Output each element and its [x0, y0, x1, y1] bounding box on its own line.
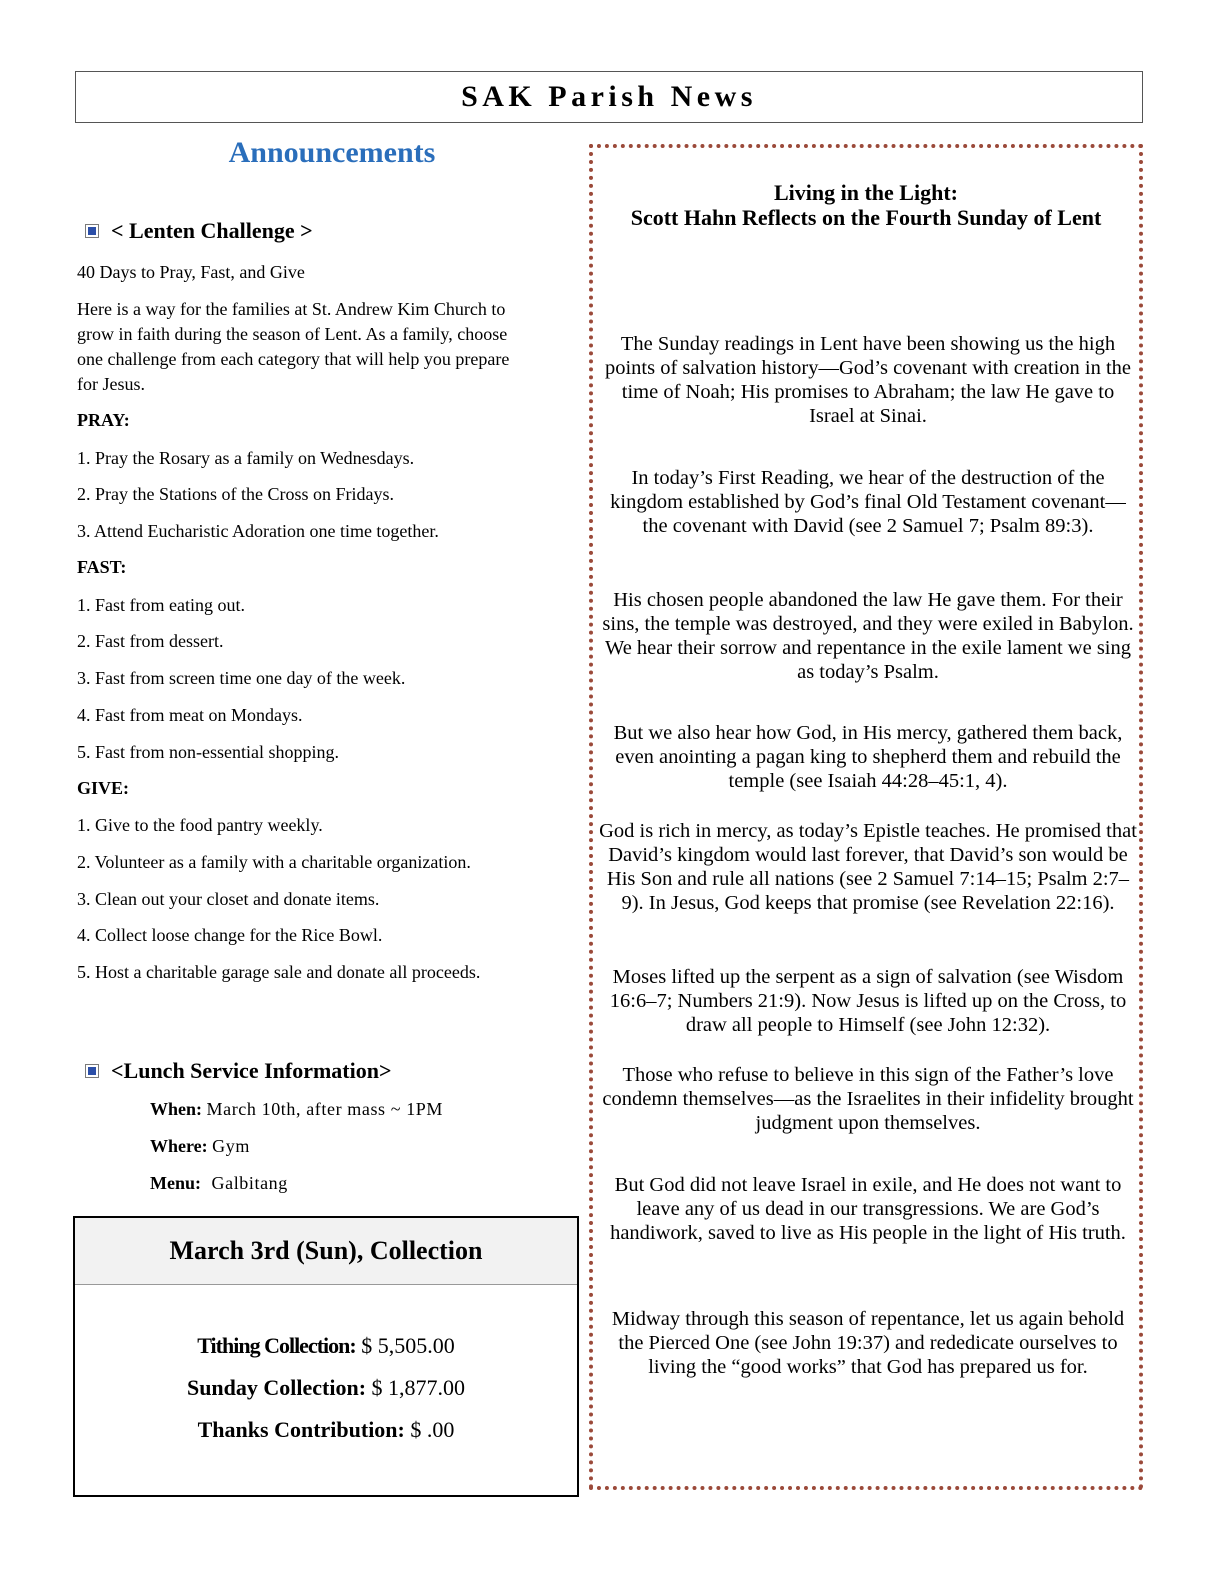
lunch-service-heading: [85, 1058, 392, 1084]
sunday-value: $ 1,877.00: [371, 1375, 466, 1400]
announcements-title: Announcements: [228, 136, 436, 169]
reflection-paragraph: Midway through this season of repentance, let us again behold the Pierced One (see John 19:37) and rededicate ourselves to living the “good works” that God has prepared us for.: [611, 1308, 1125, 1378]
reflection-title-line: Scott Hahn Reflects on the Fourth Sunday of Lent: [630, 205, 1102, 230]
intro-line: for Jesus.: [77, 374, 145, 394]
bullet-checkbox-icon: [85, 224, 99, 238]
bullet-checkbox-icon: [85, 1064, 99, 1078]
sunday-collection-row: [75, 1375, 577, 1401]
menu-value: Galbitang: [211, 1173, 288, 1193]
pray-item: 3. Attend Eucharistic Adoration one time together.: [77, 521, 439, 541]
masthead-title: SAK Parish News: [461, 80, 757, 113]
sunday-label: Sunday Collection:: [186, 1375, 367, 1400]
lenten-intro: [77, 297, 577, 397]
when-label: When:: [150, 1099, 203, 1119]
when-value: March 10th, after mass ~ 1PM: [206, 1099, 444, 1119]
give-label: GIVE:: [77, 778, 130, 798]
reflection-paragraph: Moses lifted up the serpent as a sign of salvation (see Wisdom 16:6–7; Numbers 21:9). Now Jesus is lifted up on the Cross, to draw all people to Himself (see John 12:32).: [609, 966, 1127, 1036]
pray-item: 2. Pray the Stations of the Cross on Fridays.: [77, 484, 394, 504]
give-item: 1. Give to the food pantry weekly.: [77, 815, 323, 835]
give-item: 3. Clean out your closet and donate items.: [77, 889, 380, 909]
intro-line: grow in faith during the season of Lent. As a family, choose: [77, 324, 508, 344]
reflection-paragraph: God is rich in mercy, as today’s Epistle teaches. He promised that David’s kingdom would last forever, that David’s son would be His Son and rule all nations (see 2 Samuel 7:14–15; Psalm 2:7–9). In Jesus, God keeps that promise (see Revelation 22:16).: [599, 820, 1137, 914]
reflection-paragraph: In today’s First Reading, we hear of the destruction of the kingdom established by God’s final Old Testament covenant—the covenant with David (see 2 Samuel 7; Psalm 89:3).: [610, 467, 1126, 537]
tithing-label: Tithing Collection:: [197, 1333, 356, 1358]
give-item: 5. Host a charitable garage sale and donate all proceeds.: [77, 962, 481, 982]
lunch-menu: [150, 1173, 288, 1194]
thanks-contribution-row: [75, 1417, 577, 1443]
lenten-challenge-heading-text: < Lenten Challenge >: [111, 218, 313, 243]
fast-item: 4. Fast from meat on Mondays.: [77, 705, 303, 725]
masthead: [75, 71, 1143, 123]
reflection-title: [593, 180, 1139, 230]
reflection-paragraph: His chosen people abandoned the law He gave them. For their sins, the temple was destroyed, and they were exiled in Babylon. We hear their sorrow and repentance in the exile lament we sing as today’s Psalm.: [602, 589, 1134, 683]
lenten-challenge-heading: [85, 218, 313, 244]
intro-line: one challenge from each category that will help you prepare: [77, 349, 510, 369]
lenten-subtitle: 40 Days to Pray, Fast, and Give: [77, 262, 305, 282]
intro-line: Here is a way for the families at St. Andrew Kim Church to: [77, 299, 506, 319]
lunch-when: [150, 1099, 443, 1120]
pray-label: PRAY:: [77, 410, 130, 430]
thanks-label: Thanks Contribution:: [197, 1417, 405, 1442]
fast-item: 5. Fast from non-essential shopping.: [77, 742, 339, 762]
tithing-collection-row: [75, 1333, 577, 1359]
collection-title: March 3rd (Sun), Collection: [75, 1218, 577, 1285]
reflection-paragraph: But we also hear how God, in His mercy, gathered them back, even anointing a pagan king to shepherd them and rebuild the temple (see Isaiah 44:28–45:1, 4).: [613, 722, 1123, 792]
thanks-value: $ .00: [410, 1417, 455, 1442]
lunch-service-heading-text: <Lunch Service Information>: [111, 1058, 392, 1083]
reflection-paragraph: The Sunday readings in Lent have been showing us the high points of salvation history—God’s covenant with creation in the time of Noah; His promises to Abraham; the law He gave to Israel at Sinai.: [604, 333, 1132, 427]
where-value: Gym: [212, 1136, 250, 1156]
menu-label: Menu:: [150, 1173, 201, 1193]
give-item: 2. Volunteer as a family with a charitable organization.: [77, 852, 471, 872]
reflection-box: [589, 144, 1143, 1490]
fast-item: 3. Fast from screen time one day of the week.: [77, 668, 406, 688]
fast-item: 1. Fast from eating out.: [77, 595, 245, 615]
give-item: 4. Collect loose change for the Rice Bowl.: [77, 925, 383, 945]
where-label: Where:: [150, 1136, 208, 1156]
pray-item: 1. Pray the Rosary as a family on Wednesdays.: [77, 448, 415, 468]
lunch-where: [150, 1136, 250, 1157]
reflection-paragraph: But God did not leave Israel in exile, and He does not want to leave any of us dead in our transgressions. We are God’s handiwork, saved to live as His people in the light of His truth.: [610, 1174, 1126, 1244]
reflection-paragraph: Those who refuse to believe in this sign of the Father’s love condemn themselves—as the Israelites in their infidelity brought judgment upon themselves.: [602, 1064, 1134, 1134]
fast-label: FAST:: [77, 557, 127, 577]
reflection-title-line: Living in the Light:: [774, 180, 958, 205]
fast-item: 2. Fast from dessert.: [77, 631, 224, 651]
collection-box: [73, 1216, 579, 1497]
tithing-value: $ 5,505.00: [361, 1333, 455, 1358]
